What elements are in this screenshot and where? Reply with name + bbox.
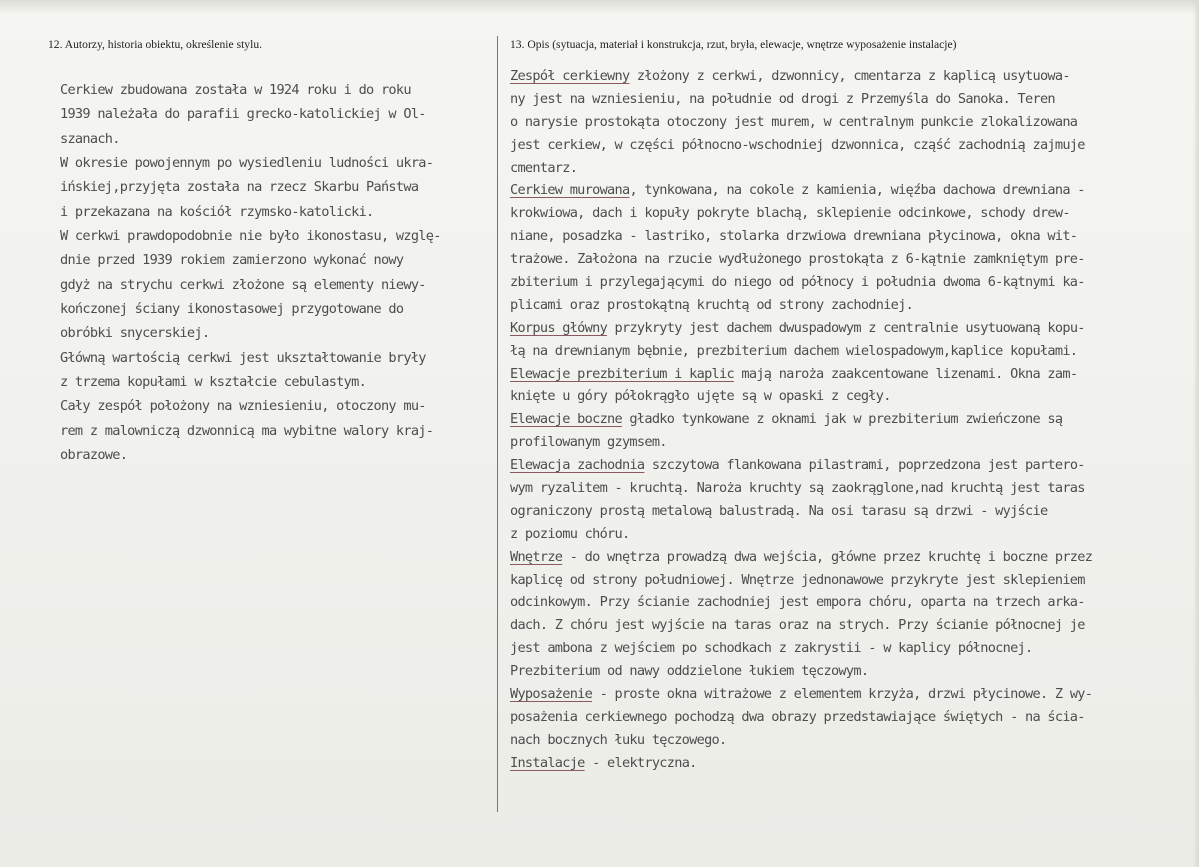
line-text: trażowe. Założona na rzucie wydłużonego prostokąta z 6-kątnie zamkniętym pre- <box>510 251 1085 268</box>
section-heading: Cerkiew murowana <box>510 182 630 199</box>
text-line <box>510 294 1092 317</box>
text-line <box>510 614 1092 637</box>
line-text: profilowanym gzymsem. <box>510 434 667 451</box>
text-line: Główną wartością cerkwi jest ukształtowanie bryły <box>60 349 426 366</box>
text-line: gdyż na strychu cerkwi złożone są elementy niewy- <box>60 276 426 293</box>
text-line: obrazowe. <box>60 447 128 464</box>
line-text: odcinkowym. Przy ścianie zachodniej jest empora chóru, oparta na trzech arka- <box>510 594 1085 611</box>
line-text: szczytowa flankowana pilastrami, poprzedzona jest partero- <box>644 457 1085 474</box>
text-line <box>510 157 1092 180</box>
text-line <box>510 706 1092 729</box>
line-text: z poziomu chóru. <box>510 525 630 542</box>
text-line: W cerkwi prawdopodobnie nie było ikonostasu, wzglę- <box>60 228 441 245</box>
text-line <box>510 752 1092 775</box>
line-text: ny jest na wzniesieniu, na południe od drogi z Przemyśla do Sanoka. Teren <box>510 90 1055 107</box>
text-line: W okresie powojennym po wysiedleniu ludności ukra- <box>60 155 434 172</box>
section-heading: Wyposażenie <box>510 686 593 703</box>
scan-edge-top <box>0 0 1199 14</box>
text-line <box>510 225 1092 248</box>
text-line <box>510 660 1092 683</box>
section-heading: Elewacja zachodnia <box>510 457 645 474</box>
text-line: 1939 należała do parafii grecko-katolickiej w Ol- <box>60 106 426 123</box>
section-heading: Elewacje prezbiterium i kaplic <box>510 365 734 382</box>
section-12-header: 12. Autorzy, historia obiektu, określenie stylu. <box>48 38 263 51</box>
line-text: - proste okna witrażowe z elementem krzyża, drzwi płycinowe. Z wy- <box>592 686 1093 703</box>
section-heading: Instalacje <box>510 754 585 771</box>
text-line: Cały zespół położony na wzniesieniu, otoczony mu- <box>60 398 426 415</box>
line-text: jest ambona z wejściem po schodkach z zakrystii - w kaplicy północnej. <box>510 640 1033 657</box>
text-line <box>510 111 1092 134</box>
line-text: gładko tynkowane z oknami jak w prezbiterium zwieńczone są <box>621 411 1063 428</box>
scan-edge-right <box>1193 0 1199 867</box>
text-line <box>510 683 1092 706</box>
text-line: i przekazana na kościół rzymsko-katolicki. <box>60 203 374 220</box>
text-line <box>510 385 1092 408</box>
section-heading: Wnętrze <box>510 548 563 565</box>
line-text: kaplicę od strony południowej. Wnętrze jednonawowe przykryte jest sklepieniem <box>510 571 1085 588</box>
text-line <box>510 317 1092 340</box>
section-13-header: 13. Opis (sytuacja, materiał i konstrukcja, rzut, bryła, elewacje, wnętrze wyposażenie instalacje) <box>510 38 957 51</box>
section-heading: Zespół cerkiewny <box>510 68 630 84</box>
line-text: posażenia cerkiewnego pochodzą dwa obrazy przedstawiające świętych - na ścia- <box>510 708 1085 725</box>
text-line <box>510 454 1092 477</box>
line-text: knięte u góry półokrągło ujęte są w opaski z cegły. <box>510 388 891 405</box>
line-text: - elektryczna. <box>584 754 697 771</box>
text-line: z trzema kopułami w kształcie cebulastym. <box>60 374 367 391</box>
line-text: łą na drewnianym bębnie, prezbiterium dachem wielospadowym,kaplice kopułami. <box>510 342 1078 359</box>
line-text: - do wnętrza prowadzą dwa wejścia, główne przez kruchtę i boczne przez <box>562 548 1093 565</box>
text-line <box>510 65 1092 88</box>
text-line <box>510 271 1092 294</box>
text-line <box>510 363 1092 386</box>
line-text: nach bocznych łuku tęczowego. <box>510 731 727 748</box>
line-text: mają naroża zaakcentowane lizenami. Okna zam- <box>733 365 1078 382</box>
text-line <box>510 408 1092 431</box>
text-line <box>510 134 1092 157</box>
line-text: zbiterium i przylegającymi do niego od północy i południa dwoma 6-kątnymi ka- <box>510 274 1085 291</box>
text-line: Cerkiew zbudowana została w 1924 roku i do roku <box>60 82 411 98</box>
line-text: o narysie prostokąta otoczony jest murem, w centralnym punkcie zlokalizowana <box>510 113 1078 130</box>
line-text: , tynkowana, na cokole z kamienia, więźba dachowa drewniana - <box>629 182 1085 199</box>
line-text: Prezbiterium od nawy oddzielone łukiem tęczowym. <box>510 663 869 680</box>
section-heading: Korpus główny <box>510 319 608 336</box>
line-text: niane, posadzka - lastriko, stolarka drzwiowa drewniana płycinowa, okna wit- <box>510 228 1078 245</box>
text-line: ińskiej,przyjęta została na rzecz Skarbu Państwa <box>60 179 419 196</box>
text-line <box>510 340 1092 363</box>
text-line <box>510 431 1092 454</box>
line-text: złożony z cerkwi, dzwonnicy, cmentarza z kaplicą usytuowa- <box>629 68 1070 84</box>
column-divider <box>497 36 498 812</box>
text-line <box>510 729 1092 752</box>
line-text: wym ryzalitem - kruchtą. Naroża kruchty są zaokrąglone,nad kruchtą jest taras <box>510 480 1085 497</box>
line-text: cmentarz. <box>510 159 578 176</box>
text-line <box>510 637 1092 660</box>
line-text: krokwiowa, dach i kopuły pokryte blachą, sklepienie odcinkowe, schody drew- <box>510 205 1070 222</box>
text-line <box>510 179 1092 202</box>
text-line: obróbki snycerskiej. <box>60 325 210 342</box>
line-text: plicami oraz prostokątną kruchtą od strony zachodniej. <box>510 296 914 313</box>
line-text: jest cerkiew, w części północno-wschodniej dzwonnica, cząść zachodnią zajmuje <box>510 136 1085 153</box>
text-line <box>510 500 1092 523</box>
text-line: rem z malowniczą dzwonnicą ma wybitne walory kraj- <box>60 422 434 439</box>
text-line <box>510 88 1092 111</box>
text-line <box>510 569 1092 592</box>
section-heading: Elewacje boczne <box>510 411 622 428</box>
text-line: szanach. <box>60 130 120 147</box>
text-line <box>510 477 1092 500</box>
text-line <box>510 591 1092 614</box>
line-text: przykryty jest dachem dwuspadowym z centralnie usytuowaną kopu- <box>607 319 1085 336</box>
section-13-body <box>510 65 1092 775</box>
line-text: dach. Z chóru jest wyjście na taras oraz na strych. Przy ścianie północnej je <box>510 617 1085 634</box>
text-line <box>510 523 1092 546</box>
section-12-body <box>60 78 441 468</box>
text-line: dnie przed 1939 rokiem zamierzono wykonać nowy <box>60 252 404 269</box>
line-text: ograniczony prostą metalową balustradą. Na osi tarasu są drzwi - wyjście <box>510 502 1048 519</box>
text-line <box>510 202 1092 225</box>
text-line: kończonej ściany ikonostasowej przygotowane do <box>60 301 404 318</box>
text-line <box>510 248 1092 271</box>
text-line <box>510 546 1092 569</box>
